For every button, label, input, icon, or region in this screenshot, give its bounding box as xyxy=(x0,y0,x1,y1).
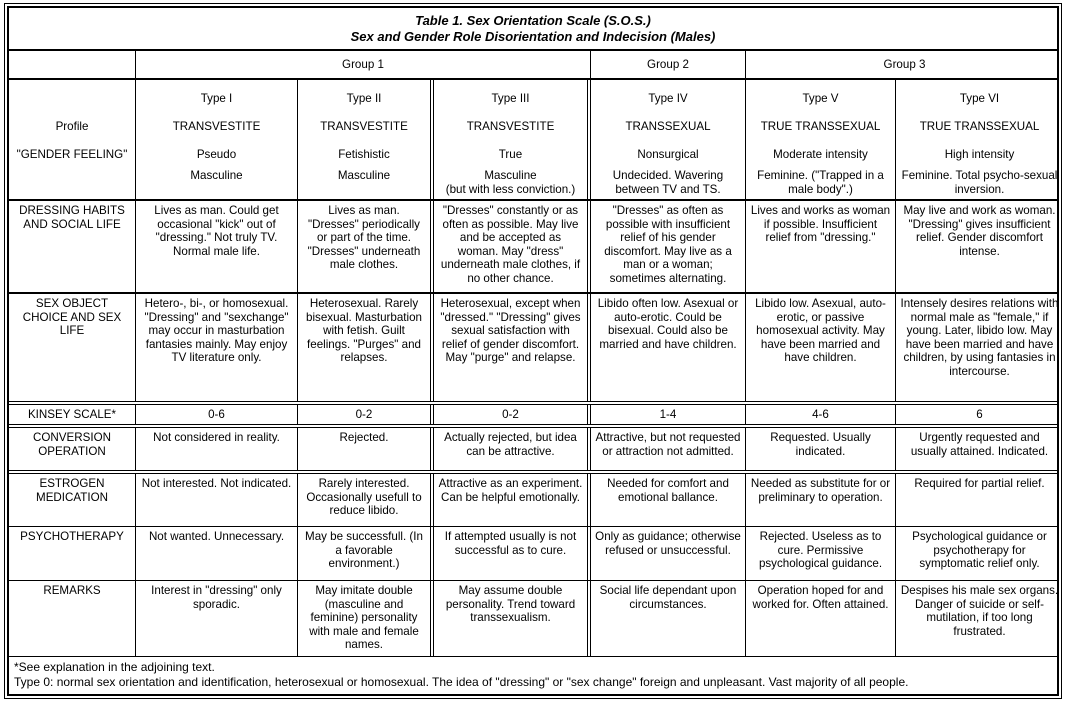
table-title-line1: Table 1. Sex Orientation Scale (S.O.S.) xyxy=(415,13,651,28)
type-i-variant: Pseudo xyxy=(196,148,237,162)
dressing-type-ii-cell: Lives as man. "Dresses" periodically or part of the time. "Dresses" underneath male clothes. xyxy=(298,201,434,292)
profile-type-v-cell xyxy=(746,80,896,199)
type-i-heading: Type I xyxy=(200,92,233,106)
sos-table xyxy=(7,6,1059,696)
type-i-category: TRANSVESTITE xyxy=(172,120,261,134)
remarks-type-ii-cell: May imitate double (masculine and feminine) personality with male and female names. xyxy=(298,581,434,656)
profile-label-line1: Profile xyxy=(55,120,89,134)
conversion-type-v-cell: Requested. Usually indicated. xyxy=(746,428,896,470)
dressing-type-iv-cell: "Dresses" as often as possible with insufficient relief of his gender discomfort. May live as a man or a woman; sometimes alternating. xyxy=(591,201,746,292)
footnote-section xyxy=(9,657,1057,694)
type-iv-heading: Type IV xyxy=(648,92,688,106)
type-v-feeling: Feminine. ("Trapped in a male body".) xyxy=(757,169,884,196)
group2-header: Group 2 xyxy=(591,51,746,78)
remarks-type-iv-cell: Social life dependant upon circumstances. xyxy=(591,581,746,656)
psychotherapy-type-i-cell: Not wanted. Unnecessary. xyxy=(136,527,298,580)
group1-header: Group 1 xyxy=(136,51,591,78)
dressing-type-v-cell: Lives and works as woman if possible. Insufficient relief from "dressing." xyxy=(746,201,896,292)
estrogen-type-v-cell: Needed as substitute for or preliminary to operation. xyxy=(746,474,896,526)
profile-type-iii-cell xyxy=(434,80,591,199)
type-iv-feeling: Undecided. Wavering between TV and TS. xyxy=(612,169,724,196)
profile-type-vi-cell xyxy=(896,80,1063,199)
remarks-type-i-cell: Interest in "dressing" only sporadic. xyxy=(136,581,298,656)
sexobject-type-iv-cell: Libido often low. Asexual or auto-erotic. Could be bisexual. Could also be married and have children. xyxy=(591,294,746,401)
type-ii-variant: Fetishistic xyxy=(338,148,390,162)
remarks-type-v-cell: Operation hoped for and worked for. Often attained. xyxy=(746,581,896,656)
dressing-type-iii-cell: "Dresses" constantly or as often as possible. May live and be accepted as woman. May "dress" underneath male clothes, if no other chance. xyxy=(434,201,591,292)
profile-row xyxy=(9,80,1057,201)
profile-label-line2: "GENDER FEELING" xyxy=(16,148,128,162)
estrogen-row-label: ESTROGEN MEDICATION xyxy=(9,474,136,526)
table-title xyxy=(9,8,1057,51)
corner-cell xyxy=(9,51,136,78)
estrogen-type-ii-cell: Rarely interested. Occasionally usefull to reduce libido. xyxy=(298,474,434,526)
type-iii-variant: True xyxy=(498,148,523,162)
kinsey-scale-row xyxy=(9,405,1057,428)
psychotherapy-row xyxy=(9,527,1057,581)
table-outer-border xyxy=(4,3,1062,699)
profile-label-spacer xyxy=(13,85,131,113)
profile-type-ii-cell xyxy=(298,80,434,199)
type-v-category: TRUE TRANSSEXUAL xyxy=(760,120,881,134)
conversion-type-iv-cell: Attractive, but not requested or attraction not admitted. xyxy=(591,428,746,470)
footnote-line1: *See explanation in the adjoining text. xyxy=(14,660,215,674)
type-iii-heading: Type III xyxy=(491,92,530,106)
kinsey-type-iv-cell: 1-4 xyxy=(591,405,746,424)
remarks-type-iii-cell: May assume double personality. Trend toward transsexualism. xyxy=(434,581,591,656)
estrogen-type-iv-cell: Needed for comfort and emotional ballance. xyxy=(591,474,746,526)
remarks-row xyxy=(9,581,1057,657)
psychotherapy-type-v-cell: Rejected. Useless as to cure. Permissive psychological guidance. xyxy=(746,527,896,580)
sexobject-type-v-cell: Libido low. Asexual, auto-erotic, or passive homosexual activity. May have been married and have children. xyxy=(746,294,896,401)
conversion-type-i-cell: Not considered in reality. xyxy=(136,428,298,470)
sexobject-type-vi-cell: Intensely desires relations with normal male as "female," if young. Later, libido low. May have been married and have children, by using fantasies in intercourse. xyxy=(900,297,1059,378)
conversion-row-label: CONVERSION OPERATION xyxy=(9,428,136,470)
profile-type-i-cell xyxy=(136,80,298,199)
psychotherapy-row-label: PSYCHOTHERAPY xyxy=(9,527,136,580)
estrogen-type-i-cell: Not interested. Not indicated. xyxy=(136,474,298,526)
kinsey-type-iii-cell: 0-2 xyxy=(434,405,591,424)
psychotherapy-type-ii-cell: May be successfull. (In a favorable environment.) xyxy=(298,527,434,580)
type-ii-heading: Type II xyxy=(346,92,382,106)
profile-row-label xyxy=(9,80,136,199)
type-vi-variant: High intensity xyxy=(944,148,1015,162)
type-iii-category: TRANSVESTITE xyxy=(466,120,555,134)
type-iv-category: TRANSSEXUAL xyxy=(625,120,711,134)
dressing-row-label: DRESSING HABITS AND SOCIAL LIFE xyxy=(9,201,136,292)
type-ii-feeling: Masculine xyxy=(337,169,391,182)
type-iii-feeling-line2: (but with less conviction.) xyxy=(445,182,576,196)
type-iv-variant: Nonsurgical xyxy=(637,148,699,162)
type-vi-category: TRUE TRANSSEXUAL xyxy=(919,120,1040,134)
estrogen-medication-row xyxy=(9,474,1057,527)
dressing-habits-row xyxy=(9,201,1057,294)
sex-object-row xyxy=(9,294,1057,405)
profile-type-iv-cell xyxy=(591,80,746,199)
type-i-feeling: Masculine xyxy=(190,169,243,182)
dressing-type-i-cell: Lives as man. Could get occasional "kick" out of "dressing." Not truly TV. Normal male life. xyxy=(136,201,298,292)
conversion-operation-row xyxy=(9,428,1057,474)
sexobject-type-i-cell: Hetero-, bi-, or homosexual. "Dressing" and "sexchange" may occur in masturbation fantasies mainly. May enjoy TV literature only. xyxy=(136,294,298,401)
estrogen-type-iii-cell: Attractive as an experiment. Can be helpful emotionally. xyxy=(434,474,591,526)
sexobject-row-label: SEX OBJECT CHOICE AND SEX LIFE xyxy=(9,294,136,401)
remarks-row-label: REMARKS xyxy=(9,581,136,656)
kinsey-type-v-cell: 4-6 xyxy=(746,405,896,424)
type-v-variant: Moderate intensity xyxy=(773,148,868,162)
kinsey-type-vi-cell: 6 xyxy=(976,407,983,421)
table-title-line2: Sex and Gender Role Disorientation and Indecision (Males) xyxy=(350,29,716,44)
psychotherapy-type-iv-cell: Only as guidance; otherwise refused or unsuccessful. xyxy=(591,527,746,580)
type-iii-feeling-line1: Masculine xyxy=(484,169,537,182)
estrogen-type-vi-cell: Required for partial relief. xyxy=(914,477,1045,490)
conversion-type-iii-cell: Actually rejected, but idea can be attractive. xyxy=(434,428,591,470)
sexobject-type-iii-cell: Heterosexual, except when "dressed." "Dressing" gives sexual satisfaction with relief of gender discomfort. May "purge" and relapse. xyxy=(434,294,591,401)
kinsey-type-ii-cell: 0-2 xyxy=(298,405,434,424)
dressing-type-vi-cell: May live and work as woman. "Dressing" gives insufficient relief. Gender discomfort intense. xyxy=(903,204,1056,258)
kinsey-row-label: KINSEY SCALE* xyxy=(9,405,136,424)
kinsey-type-i-cell: 0-6 xyxy=(136,405,298,424)
footnote-line2: Type 0: normal sex orientation and identification, heterosexual or homosexual. The idea of "dressing" or "sex change" foreign and unpleasant. Vast majority of all people. xyxy=(14,675,909,689)
type-v-heading: Type V xyxy=(802,92,839,106)
group3-header: Group 3 xyxy=(883,57,926,71)
psychotherapy-type-vi-cell: Psychological guidance or psychotherapy for symptomatic relief only. xyxy=(912,530,1047,570)
group-header-row xyxy=(9,51,1057,80)
type-vi-heading: Type VI xyxy=(959,92,1000,106)
type-vi-feeling: Feminine. Total psycho-sexual inversion. xyxy=(901,169,1058,196)
conversion-type-vi-cell: Urgently requested and usually attained. Indicated. xyxy=(910,431,1049,458)
type-ii-category: TRANSVESTITE xyxy=(320,120,408,134)
conversion-type-ii-cell: Rejected. xyxy=(298,428,434,470)
psychotherapy-type-iii-cell: If attempted usually is not successful as to cure. xyxy=(434,527,591,580)
sexobject-type-ii-cell: Heterosexual. Rarely bisexual. Masturbation with fetish. Guilt feelings. "Purges" and relapses. xyxy=(298,294,434,401)
type-iii-feeling xyxy=(438,169,583,196)
remarks-type-vi-cell: Despises his male sex organs. Danger of suicide or self-mutilation, if too long frustrated. xyxy=(900,584,1059,638)
